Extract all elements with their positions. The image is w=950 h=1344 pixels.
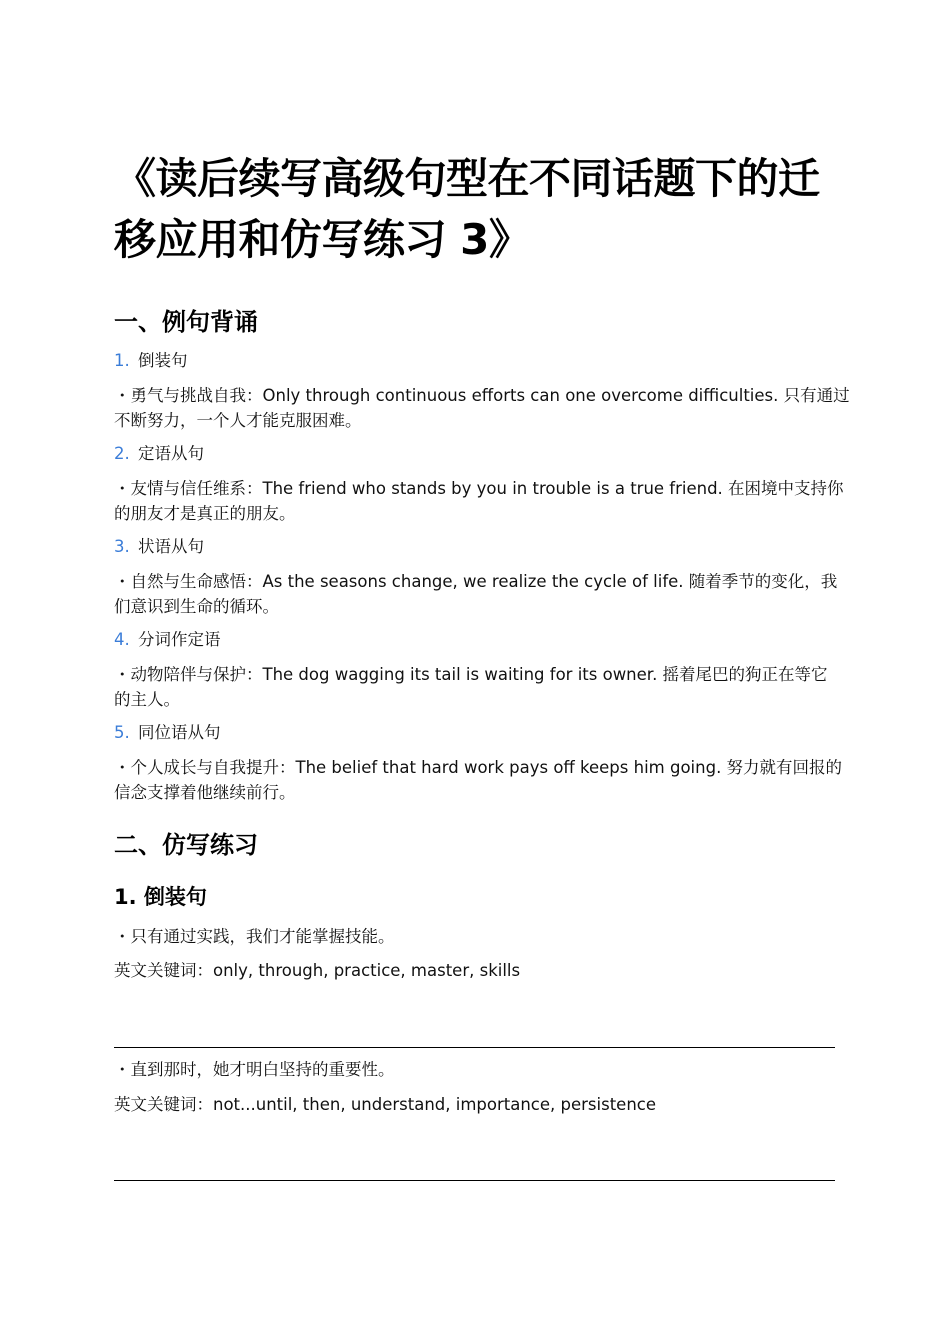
example-line: ・友情与信任维系：The friend who stands by you in trouble is a true friend. 在困境中支持你: [114, 479, 844, 498]
exercise-keywords-2: 英文关键词：not...until, then, understand, importance, persistence: [114, 1095, 656, 1114]
title-line-1: 《读后续写高级句型在不同话题下的迁: [114, 154, 820, 203]
list-item-2: [114, 443, 204, 465]
list-number: 2.: [114, 444, 130, 463]
title-line-2: 移应用和仿写练习 3》: [114, 215, 531, 264]
list-label: 状语从句: [138, 537, 204, 556]
example-sentence-1: [114, 383, 850, 433]
example-line: 们意识到生命的循环。: [114, 597, 279, 616]
example-sentence-5: [114, 755, 843, 805]
example-sentence-2: [114, 476, 844, 526]
example-line: 的主人。: [114, 690, 180, 709]
example-line: 的朋友才是真正的朋友。: [114, 504, 296, 523]
list-label: 定语从句: [138, 444, 204, 463]
list-label: 倒装句: [138, 351, 188, 370]
exercise-keywords-1: 英文关键词：only, through, practice, master, skills: [114, 961, 521, 980]
list-item-5: [114, 722, 221, 744]
example-sentence-3: [114, 569, 836, 619]
list-item-1: [114, 350, 188, 372]
exercise-prompt-1: ・只有通过实践，我们才能掌握技能。: [114, 927, 395, 946]
list-number: 5.: [114, 723, 130, 742]
list-item-4: [114, 629, 221, 651]
example-line: ・动物陪伴与保护：The dog wagging its tail is waiting for its owner. 摇着尾巴的狗正在等它: [114, 665, 828, 684]
list-number: 3.: [114, 537, 130, 556]
example-line: ・自然与生命感悟：As the seasons change, we realize the cycle of life. 随着季节的变化，我: [114, 572, 838, 591]
answer-line-2[interactable]: [114, 1180, 835, 1181]
section-heading-practice: 二、仿写练习: [114, 831, 258, 859]
section-heading-recitation: 一、例句背诵: [114, 308, 258, 336]
exercise-prompt-2: ・直到那时，她才明白坚持的重要性。: [114, 1060, 395, 1079]
list-item-3: [114, 536, 204, 558]
answer-line-1[interactable]: [114, 1047, 835, 1048]
example-line: 信念支撑着他继续前行。: [114, 783, 296, 802]
list-number: 4.: [114, 630, 130, 649]
list-label: 同位语从句: [138, 723, 221, 742]
example-sentence-4: [114, 662, 836, 712]
example-line: ・勇气与挑战自我：Only through continuous efforts can one overcome difficulties. 只有通过: [114, 386, 850, 405]
list-number: 1.: [114, 351, 130, 370]
document-title: [114, 148, 844, 270]
example-line: 不断努力，一个人才能克服困难。: [114, 411, 362, 430]
subheading-inversion: 1. 倒装句: [114, 885, 207, 909]
list-label: 分词作定语: [138, 630, 221, 649]
example-line: ・个人成长与自我提升：The belief that hard work pays off keeps him going. 努力就有回报的: [114, 758, 843, 777]
